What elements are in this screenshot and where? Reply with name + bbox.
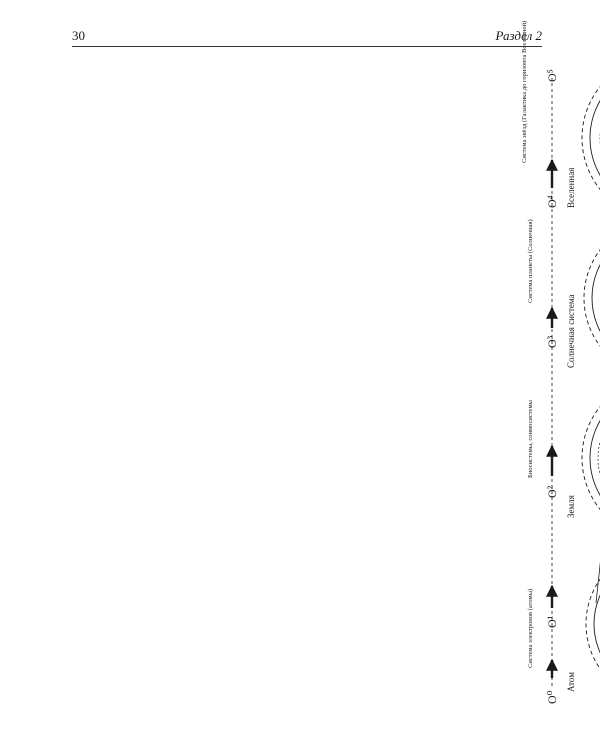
order-4: O⁴: [545, 195, 559, 208]
system-header-solar: Система планеты (Солнечная): [527, 219, 534, 303]
system-header-atoms: Система электронов (атомы): [527, 588, 534, 668]
landscape-figure: [521, 0, 600, 706]
label-earth: Земля: [566, 495, 576, 518]
section-title: Раздел 2: [495, 28, 542, 43]
label-universe: Вселенная: [566, 167, 576, 208]
transformation-lines: [596, 208, 600, 603]
system-header-bio: Биосистемы, сонмосистемы: [527, 400, 534, 478]
galaxy-system-circles: [582, 56, 600, 220]
order-0: O⁰: [545, 690, 559, 704]
order-1: O¹: [545, 615, 559, 628]
label-solar: Солнечная система: [566, 294, 576, 368]
label-atom: Атом: [566, 672, 576, 692]
page-number: 30: [72, 28, 85, 43]
earth-system-circles: [582, 376, 600, 540]
order-3: O³: [545, 335, 559, 348]
solar-system-circles: [584, 218, 600, 378]
order-2: O²: [545, 485, 559, 498]
atom-system-circles: [586, 546, 600, 702]
order-5: O⁵: [545, 69, 559, 82]
system-header-galaxy: Система звёзд (Галактика до горизонта Вселенной): [521, 20, 528, 163]
